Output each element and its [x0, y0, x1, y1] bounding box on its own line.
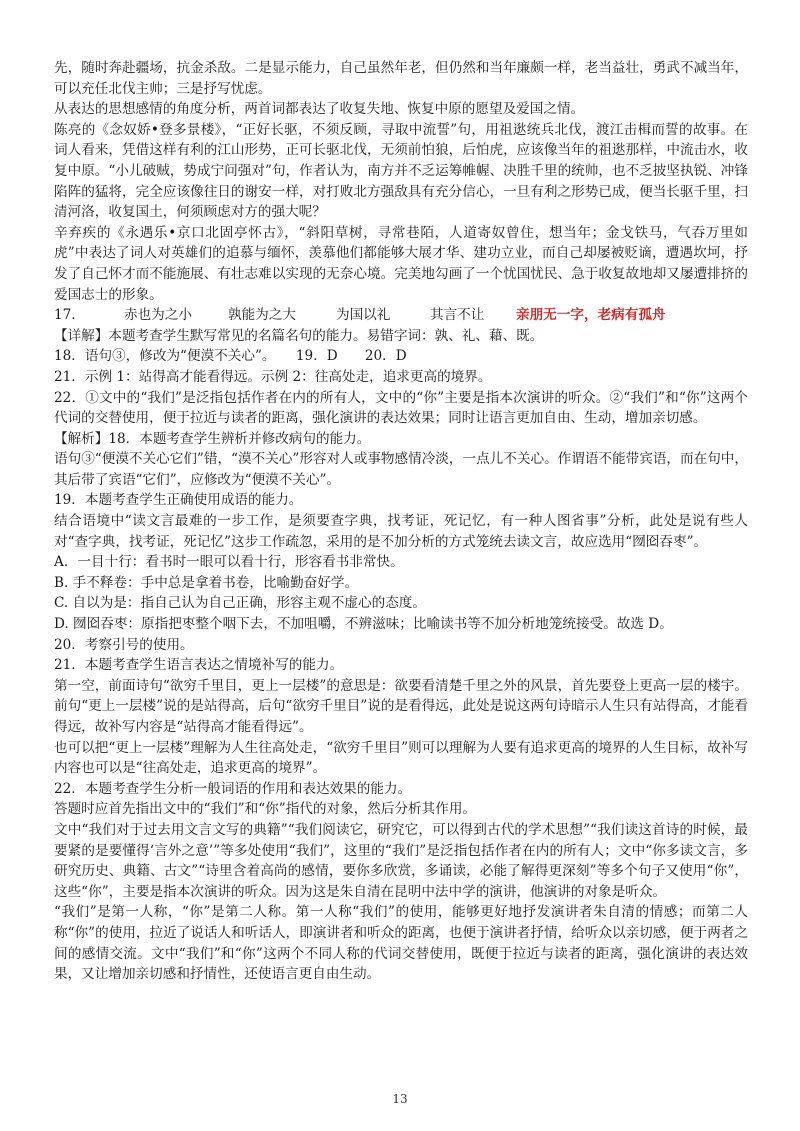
paragraph: 答题时应首先指出文中的“我们”和“你”指代的对象，然后分析其作用。	[54, 801, 477, 818]
paragraph: 从表达的思想感情的角度分析，两首词都表达了收复失地、恢复中原的愿望及爱国之情。	[54, 101, 585, 118]
paragraph: 【详解】本题考查学生默写常见的名篇名句的能力。易错字词：孰、礼、藉、既。	[54, 327, 544, 344]
answer-line: 18．语句③，修改为“便漠不关心”。 19．D 20．D	[54, 348, 407, 365]
paragraph: 【解析】18．本题考查学生辨析并修改病句的能力。	[54, 430, 371, 447]
paragraph: “我们”是第一人称，“你”是第二人称。第一人称“我们”的使用，能够更好地抒发演讲者朱自清的情感；而第二人称“你”的使用，拉近了说话人和听话人，即演讲者和听众的距离，也便于演讲者抒情，给听众以亲切感，便于两者之间的感情交流。文中“我们”和“你”这两个不同人称的代词交替使用，既便于拉近与读者的距离，强化演讲的表达效果，又让增加亲切感和抒情性，还使语言更自由生动。	[54, 904, 748, 983]
paragraph: 语句③“便漠不关心它们”错，“漠不关心”形容对人或事物感情冷淡，一点儿不关心。作谓语不能带宾语，而在句中，其后带了宾语“它们”，应修改为“便漠不关心”。	[54, 451, 748, 488]
option-line: C. 自以为是：指自己认为自己正确，形容主观不虚心的态度。	[54, 595, 426, 612]
paragraph: 文中“我们对于过去用文言文写的典籍”“我们阅读它，研究它，可以得到古代的学术思想”“我们读这首诗的时候，最要紧的是要懂得‘言外之意’”等多处使用“我们”，这里的“我们”是泛指包括作者在内的所有人；文中“你多读文言，多研究历史、典籍、古文”“诗里含着高尚的感情，要你多欣赏，多诵读，必能了解得更深刻”等多个句子又使用“你”，这些“你”，主要是指本次演讲的听众。因为这是朱自清在昆明中法中学的演讲，他演讲的对象是听众。	[54, 821, 748, 900]
option-line: B. 手不释卷：手中总是拿着书卷，比喻勤奋好学。	[54, 574, 359, 591]
paragraph: 21．本题考查学生语言表达之情境补写的能力。	[54, 657, 344, 674]
paragraph: 21．示例 1：站得高才能看得远。示例 2：往高处走，追求更高的境界。	[54, 368, 492, 385]
paragraph: 也可以把“更上一层楼”理解为人生往高处走，“欲穷千里目”则可以理解为人要有追求更高的境界的人生目标，故补写内容也可以是“往高处走，追求更高的境界”。	[54, 739, 748, 777]
option-line: D. 囫囵吞枣：原指把枣整个咽下去，不加咀嚼，不辨滋味；比喻读书等不加分析地笼统接受。故选 D。	[54, 616, 673, 633]
answer-number: 17.	[54, 307, 76, 324]
paragraph: 辛弃疾的《永遇乐•京口北固亭怀古》，“斜阳草树，寻常巷陌，人道寄奴曾住，想当年；金戈铁马，气吞万里如虎”中表达了词人对英雄们的追慕与缅怀，羡慕他们都能够大展才华、建功立业，而自己却屡被贬谪，遭遇坎坷，抒发了自己怀才而不能施展、有壮志难以实现的无奈心境。完美地勾画了一个忧国忧民、急于收复故地却又屡遭排挤的爱国志士的形象。	[54, 224, 748, 303]
highlighted-answer: 亲朋无一字，老病有孤舟	[516, 307, 666, 324]
paragraph: 20．考察引号的使用。	[54, 636, 194, 653]
paragraph: 19．本题考查学生正确使用成语的能力。	[54, 492, 303, 509]
answer-17-row	[54, 305, 748, 326]
paragraph: 结合语境中“读文言最难的一步工作，是须要查字典，找考证，死记忆，有一种人图省事”分析，此处是说有些人对“查字典，找考证，死记忆”这步工作疏忽，采用的是不加分析的方式笼统去读文言，故应选用“囫囵吞枣”。	[54, 513, 748, 550]
answer-item: 孰能为之大	[228, 307, 296, 324]
paragraph: 第一空，前面诗句“欲穷千里目，更上一层楼”的意思是：欲要看清楚千里之外的风景，首先要登上更高一层的楼宇。前句“更上一层楼”说的是站得高，后句“欲穷千里目”说的是看得远，此处是说这两句诗暗示人生只有站得高，才能看得远，故补写内容是“站得高才能看得远”。	[54, 677, 748, 735]
paragraph: 22．①文中的“我们”是泛指包括作者在内的所有人，文中的“你”主要是指本次演讲的听众。②“我们”和“你”这两个代词的交替使用，便于拉近与读者的距离，强化演讲的表达效果；同时让语言更加自由、生动，增加亲切感。	[54, 389, 748, 427]
option-line: A．一目十行：看书时一眼可以看十行，形容看书非常快。	[54, 554, 404, 571]
answer-item: 为国以礼	[336, 307, 391, 324]
answer-item: 其言不让	[430, 307, 485, 324]
page-number: 13	[392, 1092, 408, 1106]
answer-item: 赤也为之小	[124, 307, 192, 324]
paragraph: 22．本题考查学生分析一般词语的作用和表达效果的能力。	[54, 780, 412, 797]
paragraph: 先，随时奔赴疆场，抗金杀敌。二是显示能力，自己虽然年老，但仍然和当年廉颇一样，老当益壮，勇武不减当年，可以充任北伐主帅；三是抒写忧虑。	[54, 60, 748, 97]
paragraph: 陈亮的《念奴娇•登多景楼》，“正好长驱，不须反顾，寻取中流誓”句，用祖逖统兵北伐，渡江击楫而誓的故事。在词人看来，凭借这样有利的江山形势，正可长驱北伐，无须前怕狼，后怕虎，应该像当年的祖逖那样，中流击水，收复中原。“小儿破贼，势成宁问强对”句，作者认为，南方并不乏运筹帷幄、决胜千里的统帅，也不乏披坚执锐、冲锋陷阵的猛将，完全应该像往日的谢安一样，对打败北方强敌具有充分信心，一旦有利之形势已成，便当长驱千里，扫清河洛，收复国土，何须顾虑对方的强大呢？	[54, 121, 748, 221]
